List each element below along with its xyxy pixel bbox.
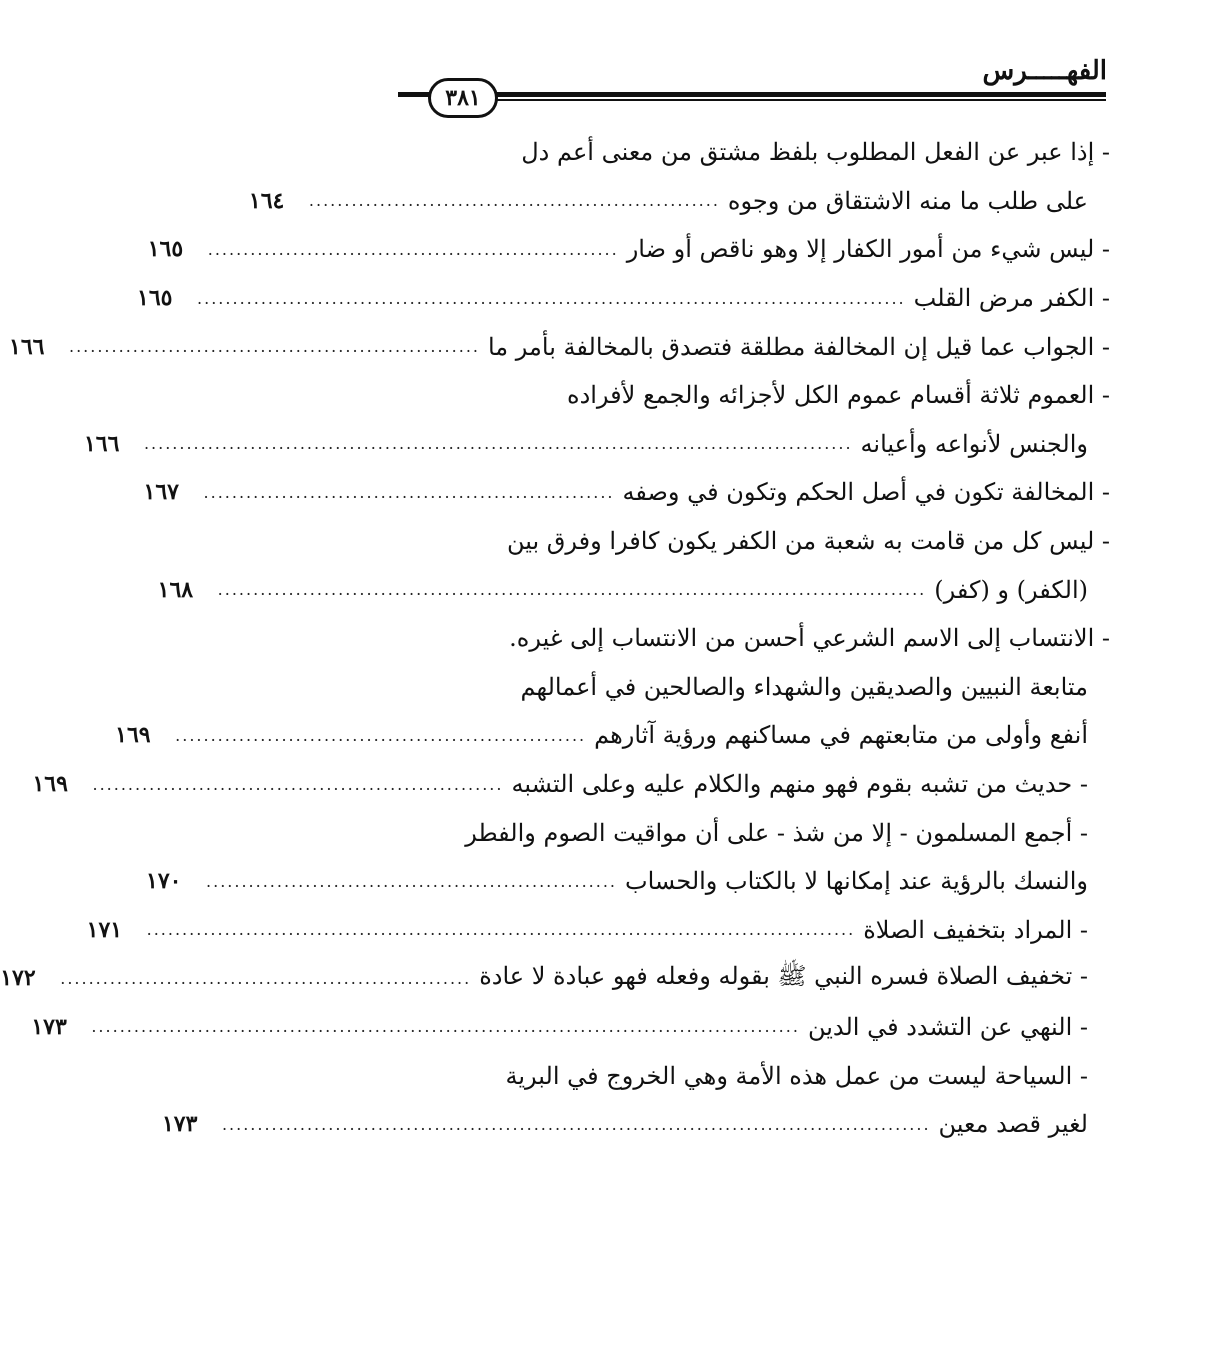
dot-leader: .................................................................................................... xyxy=(197,288,906,308)
header-rule xyxy=(398,92,1106,97)
toc-entry-text: - العموم ثلاثة أقسام عموم الكل لأجزائه والجمع لأفراده xyxy=(567,381,1110,410)
toc-entry xyxy=(398,128,1110,177)
toc-entry-text: - إذا عبر عن الفعل المطلوب بلفظ مشتق من معنى أعم دل xyxy=(521,138,1110,167)
dot-leader: .......................................................... xyxy=(92,774,504,794)
toc-entry-text: - السياحة ليست من عمل هذه الأمة وهي الخروج في البرية xyxy=(505,1061,1088,1090)
toc-entry-text: - حديث من تشبه بقوم فهو منهم والكلام عليه وعلى التشبه xyxy=(511,770,1088,799)
toc-entry-text: - تخفيف الصلاة فسره النبي ﷺ بقوله وفعله فهو عبادة لا عادة xyxy=(479,961,1088,990)
dot-leader: .......................................................... xyxy=(206,871,618,891)
toc-entry xyxy=(137,274,1110,323)
toc-page-number: ١٦٦ xyxy=(83,430,120,457)
dot-leader: .................................................................................................... xyxy=(217,580,927,600)
toc-page-number: ١٦٥ xyxy=(147,236,184,263)
toc-entry-text: أنفع وأولى من متابعتهم في مساكنهم ورؤية آثارهم xyxy=(594,721,1088,750)
toc-page-number: ١٦٤ xyxy=(248,187,285,214)
toc-entry xyxy=(248,177,1110,226)
dot-leader: .................................................................................................... xyxy=(146,920,856,940)
toc-entry-text: متابعة النبيين والصديقين والشهداء والصالحين في أعمالهم xyxy=(520,672,1088,701)
toc-entry xyxy=(32,760,1110,809)
dot-leader: .................................................................................................... xyxy=(91,1017,800,1037)
toc-entry-text: (الكفر) و (كفر) xyxy=(934,575,1088,604)
toc-entry xyxy=(146,857,1110,906)
toc-entry-text: على طلب ما منه الاشتقاق من وجوه xyxy=(727,186,1088,215)
dot-leader: .................................................................................................... xyxy=(221,1114,931,1134)
toc-entry xyxy=(31,1003,1110,1052)
toc-entry xyxy=(161,1100,1110,1149)
table-of-contents xyxy=(0,128,1110,1148)
dot-leader: .......................................................... xyxy=(175,725,587,745)
toc-entry xyxy=(398,1051,1110,1100)
toc-page-number: ١٦٦ xyxy=(9,333,45,360)
dot-leader: .................................................................................................... xyxy=(143,434,853,454)
toc-entry-text: - الجواب عما قيل إن المخالفة مطلقة فتصدق بالمخالفة بأمر ما xyxy=(487,332,1110,361)
toc-page-number: ١٦٧ xyxy=(143,479,179,506)
toc-entry xyxy=(157,565,1110,614)
toc-page-number: ١٦٩ xyxy=(32,771,68,798)
toc-entry xyxy=(83,420,1110,469)
page-header-title: الفهـــــرس xyxy=(982,56,1107,86)
toc-entry-text: - ليس كل من قامت به شعبة من الكفر يكون كافرا وفرق بين xyxy=(506,527,1110,556)
dot-leader: .......................................................... xyxy=(308,191,720,211)
toc-entry xyxy=(398,371,1110,420)
toc-entry-text: - أجمع المسلمون - إلا من شذ - على أن مواقيت الصوم والفطر xyxy=(465,818,1088,847)
dot-leader: .......................................................... xyxy=(69,337,480,357)
toc-entry-text: والجنس لأنواعه وأعيانه xyxy=(860,429,1088,458)
toc-entry-text: - النهي عن التشدد في الدين xyxy=(807,1012,1088,1041)
toc-entry-text: - الانتساب إلى الاسم الشرعي أحسن من الانتساب إلى غيره. xyxy=(509,624,1110,653)
toc-entry xyxy=(0,954,1110,1003)
toc-entry-text: لغير قصد معين xyxy=(938,1110,1088,1139)
toc-page-number: ١٧٢ xyxy=(0,965,36,992)
toc-entry xyxy=(115,711,1110,760)
toc-entry-text: - ليس شيء من أمور الكفار إلا وهو ناقص أو ضار xyxy=(626,235,1110,264)
toc-page-number: ١٦٨ xyxy=(157,576,194,603)
toc-entry-text: - الكفر مرض القلب xyxy=(913,284,1110,313)
toc-entry xyxy=(398,663,1110,712)
toc-page-number: ١٦٥ xyxy=(137,285,173,312)
toc-page-number: ١٧٣ xyxy=(161,1111,198,1138)
toc-entry xyxy=(143,468,1110,517)
toc-entry xyxy=(9,322,1110,371)
toc-entry xyxy=(398,808,1110,857)
toc-entry xyxy=(147,225,1110,274)
toc-page-number: ١٧٣ xyxy=(31,1013,67,1040)
toc-page-number: ١٦٩ xyxy=(115,722,151,749)
toc-entry xyxy=(398,517,1110,566)
toc-entry-text: - المخالفة تكون في أصل الحكم وتكون في وصفه xyxy=(622,478,1110,507)
header-rule-thin xyxy=(490,99,1106,101)
toc-entry-text: والنسك بالرؤية عند إمكانها لا بالكتاب والحساب xyxy=(625,867,1088,896)
dot-leader: .......................................................... xyxy=(207,239,619,259)
page-number-badge: ٣٨١ xyxy=(428,78,498,118)
dot-leader: .......................................................... xyxy=(60,968,472,988)
toc-entry-text: - المراد بتخفيف الصلاة xyxy=(863,915,1088,944)
toc-entry xyxy=(398,614,1110,663)
toc-page-number: ١٧١ xyxy=(86,916,123,943)
toc-page-number: ١٧٠ xyxy=(146,868,182,895)
dot-leader: .......................................................... xyxy=(203,482,615,502)
toc-entry xyxy=(86,906,1110,955)
